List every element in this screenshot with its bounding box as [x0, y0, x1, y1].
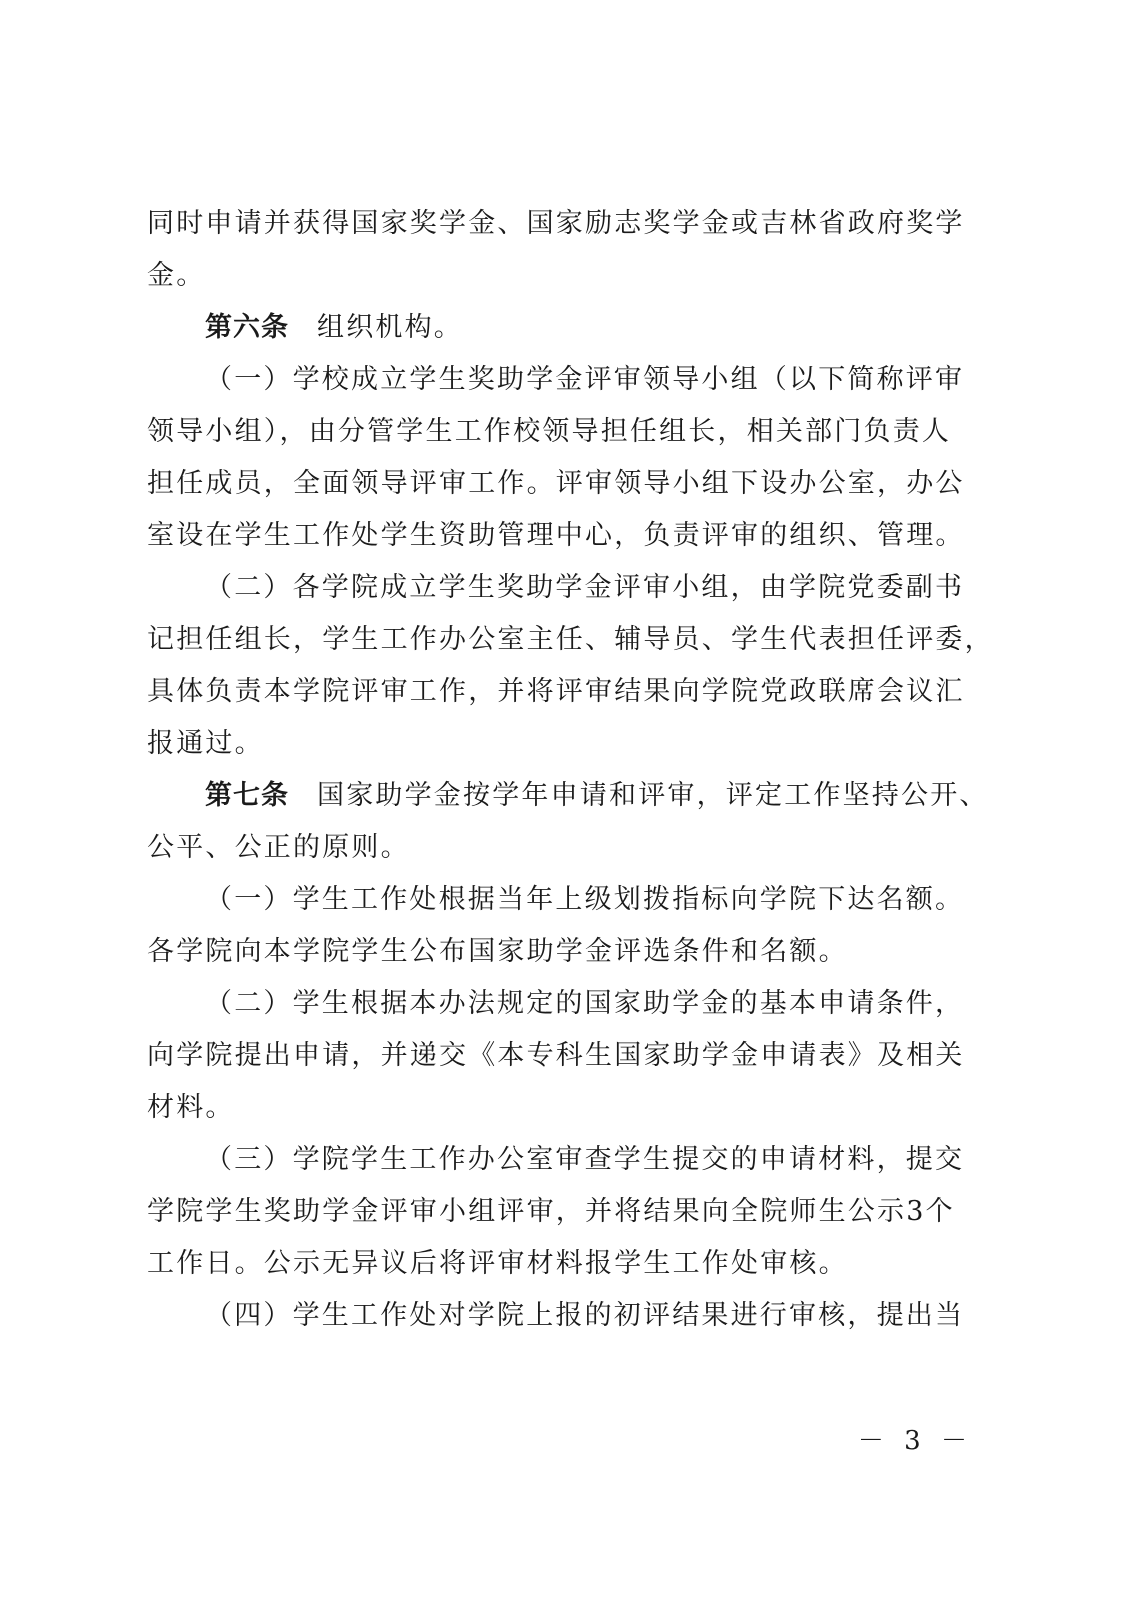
article-seven-line	[147, 770, 989, 822]
text-line: （一）学校成立学生奖助学金评审领导小组（以下简称评审	[205, 364, 965, 395]
page-number: － 3 －	[857, 1426, 973, 1456]
text-line: （一）学生工作处根据当年上级划拨指标向学院下达名额。	[205, 884, 965, 915]
text-line: 同时申请并获得国家奖学金、国家励志奖学金或吉林省政府奖学	[147, 208, 965, 239]
article-text: 组织机构。	[317, 312, 463, 343]
text-line: 材料。	[147, 1092, 235, 1123]
text-line: 学院学生奖助学金评审小组评审，并将结果向全院师生公示3个	[147, 1196, 955, 1227]
text-line: （四）学生工作处对学院上报的初评结果进行审核，提出当	[205, 1300, 965, 1331]
text-line: 工作日。公示无异议后将评审材料报学生工作处审核。	[147, 1248, 848, 1279]
article-heading: 第六条	[205, 312, 289, 343]
text-line: 具体负责本学院评审工作，并将评审结果向学院党政联席会议汇	[147, 676, 965, 707]
text-line: （三）学院学生工作办公室审查学生提交的申请材料，提交	[205, 1144, 965, 1175]
article-six-line	[147, 302, 977, 354]
article-heading: 第七条	[205, 780, 289, 811]
text-line: 领导小组），由分管学生工作校领导担任组长，相关部门负责人	[147, 416, 952, 447]
text-line: 记担任组长，学生工作办公室主任、辅导员、学生代表担任评委，	[147, 624, 994, 655]
article-text: 国家助学金按学年申请和评审，评定工作坚持公开、	[317, 780, 989, 811]
text-line: 报通过。	[147, 728, 264, 759]
text-line: （二）学生根据本办法规定的国家助学金的基本申请条件，	[205, 988, 965, 1019]
text-line: 公平、公正的原则。	[147, 832, 410, 863]
text-line: （二）各学院成立学生奖助学金评审小组，由学院党委副书	[205, 572, 965, 603]
text-line: 担任成员，全面领导评审工作。评审领导小组下设办公室，办公	[147, 468, 965, 499]
text-line: 向学院提出申请，并递交《本专科生国家助学金申请表》及相关	[147, 1040, 965, 1071]
text-line: 室设在学生工作处学生资助管理中心，负责评审的组织、管理。	[147, 520, 965, 551]
text-line: 金。	[147, 260, 206, 291]
document-body	[147, 198, 994, 1342]
text-line: 各学院向本学院学生公布国家助学金评选条件和名额。	[147, 936, 848, 967]
